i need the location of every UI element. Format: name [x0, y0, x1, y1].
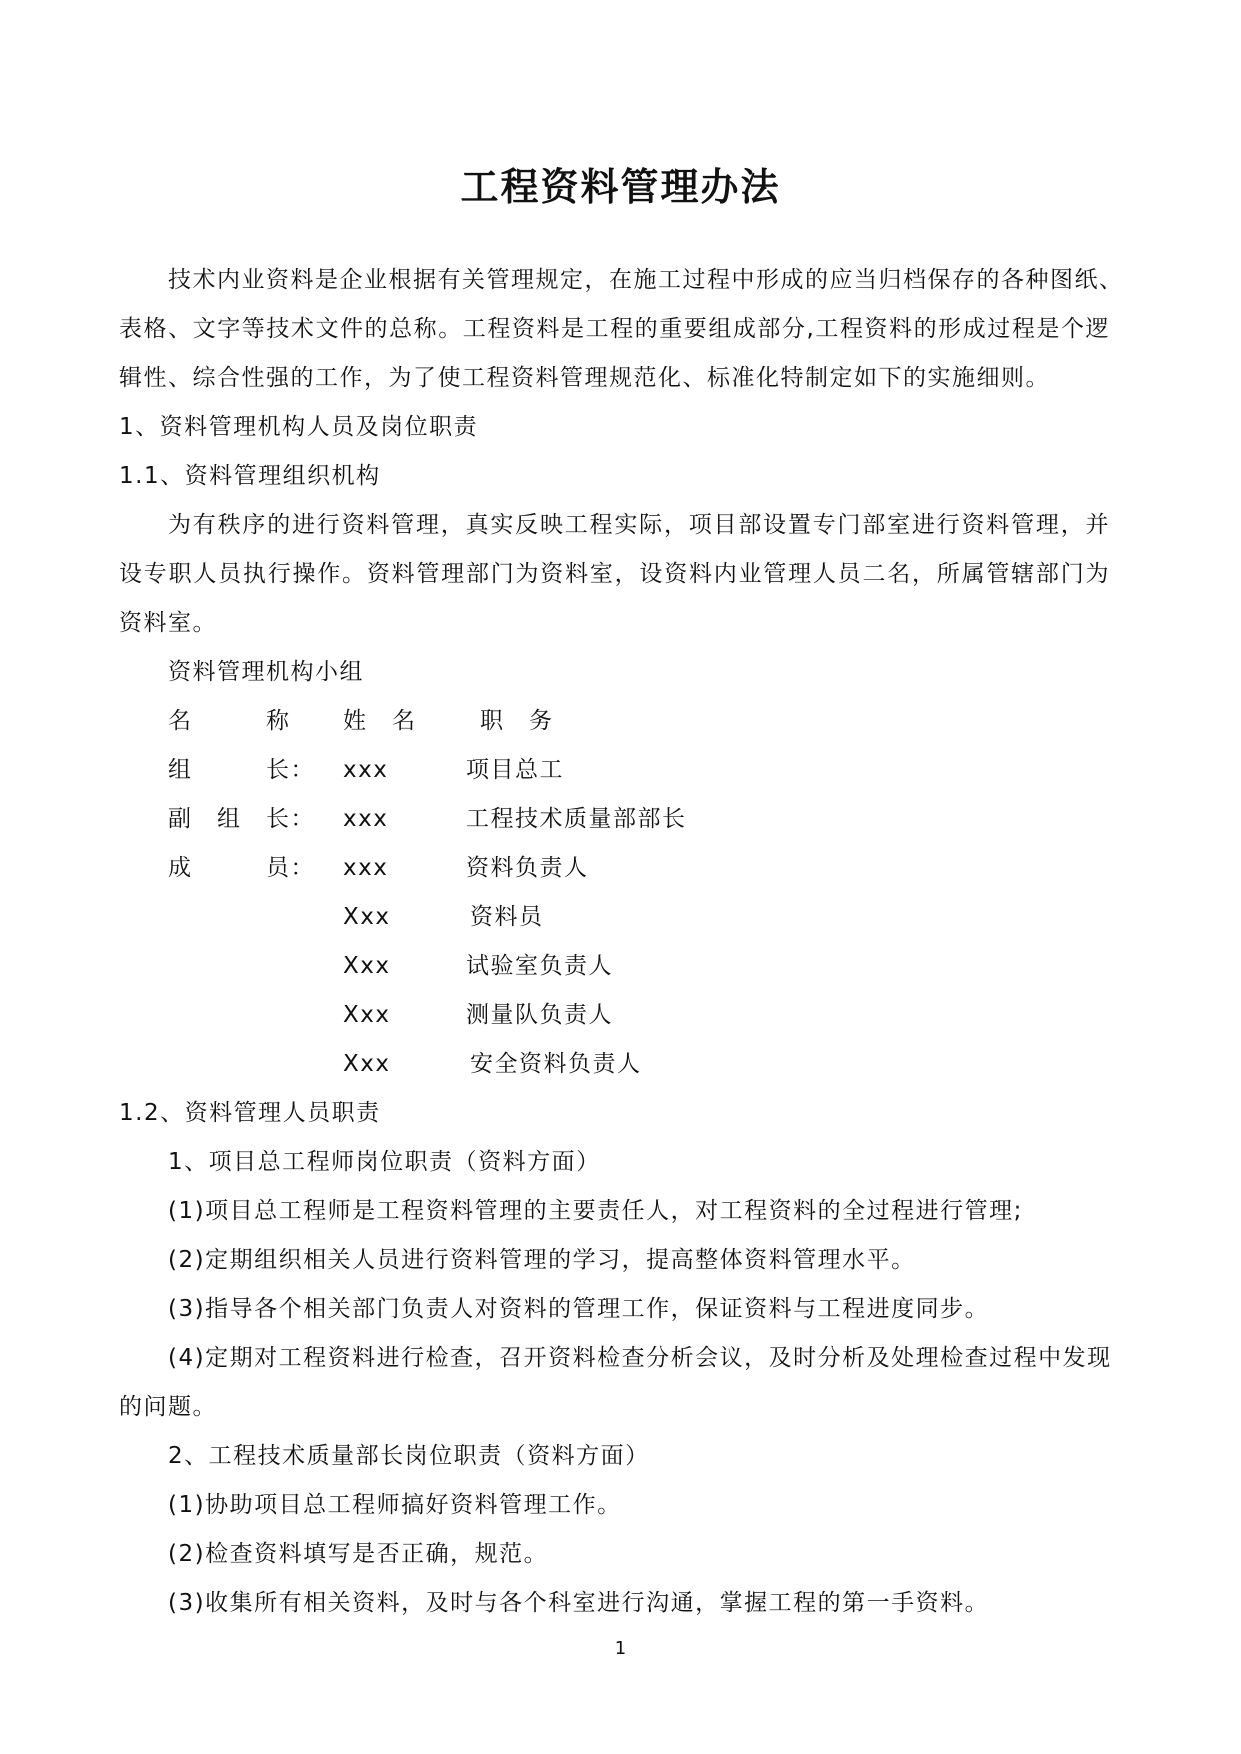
member-duty: 资料负责人 — [466, 855, 589, 881]
member-role: 组 长： — [168, 757, 315, 783]
org-para-line-1: 为有秩序的进行资料管理，真实反映工程实际，项目部设置专门部室进行资料管理，并 — [168, 512, 1110, 538]
member-person: Xxx — [343, 953, 391, 979]
table-row — [0, 950, 1241, 982]
table-row — [0, 901, 1241, 933]
member-role: 成 员： — [168, 855, 315, 881]
table-row — [0, 852, 1241, 884]
member-duty: 资料员 — [470, 904, 544, 930]
header-name: 名 称 — [168, 708, 291, 734]
member-duty: 测量队负责人 — [466, 1002, 613, 1028]
header-duty: 职 务 — [480, 708, 554, 734]
member-person: xxx — [343, 855, 389, 881]
org-para-line-2: 设专职人员执行操作。资料管理部门为资料室，设资料内业管理人员二名，所属管辖部门为 — [119, 561, 1110, 587]
intro-line-3: 辑性、综合性强的工作，为了使工程资料管理规范化、标准化特制定如下的实施细则。 — [119, 365, 1050, 391]
member-duty: 工程技术质量部部长 — [466, 806, 687, 832]
role-2-item-3: (3)收集所有相关资料，及时与各个科室进行沟通，掌握工程的第一手资料。 — [168, 1590, 990, 1616]
role-1-item-4-line-2: 的问题。 — [119, 1394, 217, 1420]
page-number: 1 — [614, 1638, 627, 1659]
org-para-line-3: 资料室。 — [119, 610, 217, 636]
table-row — [0, 803, 1241, 835]
member-duty: 项目总工 — [466, 757, 564, 783]
member-table-header — [0, 705, 1241, 737]
document-title: 工程资料管理办法 — [460, 165, 781, 209]
member-person: xxx — [343, 757, 389, 783]
member-duty: 安全资料负责人 — [470, 1051, 642, 1077]
member-person: Xxx — [343, 1051, 391, 1077]
member-role: 副 组 长： — [168, 806, 315, 832]
table-row — [0, 1048, 1241, 1080]
group-title: 资料管理机构小组 — [168, 659, 364, 685]
member-duty: 试验室负责人 — [466, 953, 613, 979]
member-person: Xxx — [343, 1002, 391, 1028]
table-row — [0, 754, 1241, 786]
role-1-heading: 1、项目总工程师岗位职责（资料方面） — [168, 1149, 601, 1175]
role-2-heading: 2、工程技术质量部长岗位职责（资料方面） — [168, 1443, 650, 1469]
role-2-item-2: (2)检查资料填写是否正确，规范。 — [168, 1541, 549, 1567]
member-person: Xxx — [343, 904, 391, 930]
table-row — [0, 999, 1241, 1031]
section-1-1-heading: 1.1、资料管理组织机构 — [119, 463, 381, 489]
role-1-item-2: (2)定期组织相关人员进行资料管理的学习，提高整体资料管理水平。 — [168, 1247, 916, 1273]
intro-line-1: 技术内业资料是企业根据有关管理规定，在施工过程中形成的应当归档保存的各种图纸、 — [168, 267, 1124, 293]
role-1-item-4-line-1: (4)定期对工程资料进行检查，召开资料检查分析会议，及时分析及处理检查过程中发现 — [168, 1345, 1112, 1371]
role-2-item-1: (1)协助项目总工程师搞好资料管理工作。 — [168, 1492, 622, 1518]
section-1-heading: 1、资料管理机构人员及岗位职责 — [119, 414, 479, 440]
role-1-item-1: (1)项目总工程师是工程资料管理的主要责任人，对工程资料的全过程进行管理; — [168, 1198, 1023, 1224]
member-person: xxx — [343, 806, 389, 832]
role-1-item-3: (3)指导各个相关部门负责人对资料的管理工作，保证资料与工程进度同步。 — [168, 1296, 990, 1322]
header-person: 姓 名 — [343, 708, 417, 734]
section-1-2-heading: 1.2、资料管理人员职责 — [119, 1100, 381, 1126]
intro-line-2: 表格、文字等技术文件的总称。工程资料是工程的重要组成部分,工程资料的形成过程是个逻 — [119, 316, 1110, 342]
